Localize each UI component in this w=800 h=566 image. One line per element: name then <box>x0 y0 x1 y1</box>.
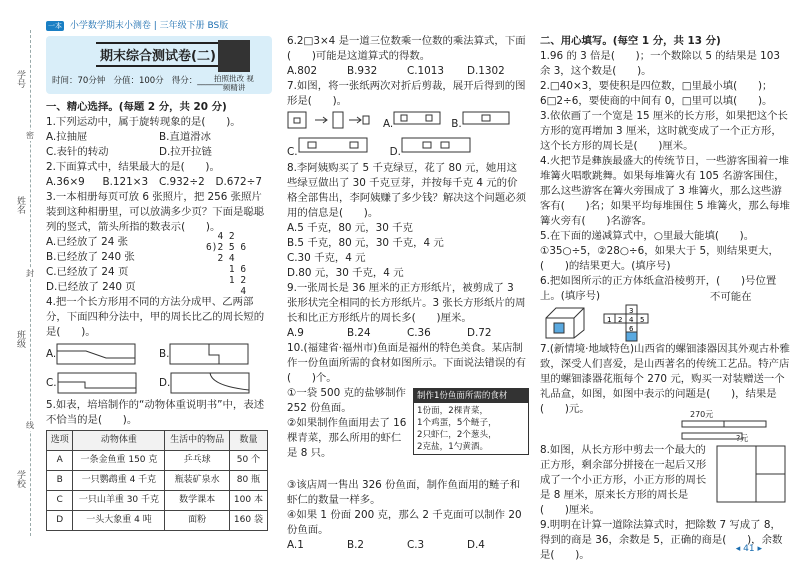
q10-option-b[interactable]: B.2 <box>347 539 365 551</box>
q6-cube-icon <box>544 306 588 340</box>
table-cell: 一条金鱼重 150 克 <box>73 451 165 471</box>
q5-stem: 5.如表，培培制作的“动物体重说明书”中，表述不恰当的是( )。 <box>46 399 265 426</box>
table-cell: D <box>47 511 73 531</box>
q6-options <box>287 64 527 79</box>
q1-options <box>46 130 272 160</box>
table-cell: C <box>47 491 73 511</box>
binding-dashed-line <box>30 30 31 536</box>
q3-division-line: 2 4 <box>206 253 235 264</box>
column-3 <box>540 34 790 566</box>
binding-cut-feng: 封 <box>26 269 34 278</box>
q7-label-c: C. <box>287 146 298 158</box>
fill-q2[interactable]: 2.□40×3，要使积是四位数，□里最小填( )；6□2÷6，要使商的中间有 0，□里可以填( )。 <box>540 80 773 107</box>
table-cell: B <box>47 471 73 491</box>
q3-body <box>46 231 272 297</box>
q10-recipe-line: 2克盐，1勺黄酒。 <box>417 442 489 452</box>
q3-option-c[interactable]: C.已经放了 24 页 <box>46 266 129 278</box>
q2-stem: 2.下面算式中，结果最大的是( )。 <box>46 161 220 173</box>
page-number-value: 41 <box>743 544 755 554</box>
page-header <box>46 18 272 32</box>
q8-option-d[interactable]: D.80 元，30 千克，4 元 <box>287 267 404 279</box>
q7-top-options <box>383 109 510 132</box>
qr-code-icon[interactable] <box>218 40 250 72</box>
q6-option-d[interactable]: D.1302 <box>467 65 505 77</box>
q4-option-c[interactable] <box>46 369 159 397</box>
q8-option-c[interactable]: C.30 千克，4 元 <box>287 252 366 264</box>
q1-stem: 1.下列运动中，属于旋转现象的是( )。 <box>46 116 241 128</box>
q10-stem: 10.(福建省·福州市)鱼面是福州的特色美食。某店制作一份鱼面所需的食材如图所示。下面说法错误的有( )个。 <box>287 342 526 384</box>
column-2 <box>287 34 527 566</box>
q5-table <box>46 430 268 531</box>
q4-figure-c <box>57 372 137 394</box>
fill-q1[interactable]: 1.96 的 3 倍是( )；一个数除以 5 的结果是 103 余 3，这个数是( )。 <box>540 50 780 77</box>
fill-q8-block <box>540 443 790 518</box>
net-number: 1 <box>607 316 612 324</box>
table-header: 数量 <box>229 431 267 451</box>
table-cell: 乒乓球 <box>165 451 229 471</box>
q7-label-d: D. <box>389 146 401 158</box>
q6-net-icon <box>602 304 672 342</box>
table-cell: 一只鹦鹉重 4 千克 <box>73 471 165 491</box>
q7-label-a: A. <box>383 118 394 130</box>
q10-item-1: ①一袋 500 克的盐够制作 252 份鱼面。 <box>287 387 406 414</box>
q7-option-c[interactable] <box>287 135 368 160</box>
section-1-heading: 一、精心选择。(每题 2 分，共 20 分) <box>46 101 227 113</box>
q10-options <box>287 538 527 553</box>
q10-item-3: ③该店周一售出 326 份鱼面，制作鱼面用的鲢子和虾仁的数量一样多。 <box>287 479 521 506</box>
q4-option-d[interactable] <box>159 369 272 397</box>
q4-figure-b <box>169 343 249 365</box>
binding-cut-mi: 密 <box>26 131 34 140</box>
table-header: 生活中的物品 <box>165 431 229 451</box>
fill-q7[interactable]: 7.(新情境·地域特色)山西省的螺钿漆器因其外观古朴雅致，深受人们喜爱，是山西著名的传统工艺品。特产店里的螺钿漆器花瓶每个 270 元，购买一对装赠送一个礼品盒，如图，如图中表示的问题是( )，结果是( )元。 <box>540 343 790 415</box>
table-cell: A <box>47 451 73 471</box>
q4-option-a[interactable] <box>46 340 159 368</box>
q7-paper-figure <box>287 111 371 129</box>
q7-figure-d <box>401 135 471 155</box>
q3-division-line: 1 2 <box>206 275 247 286</box>
fill-q5[interactable]: 5.在下面的递减算式中，○里最大能填( )。 ①35○÷5，②28○÷6，如果大于 5，则结果更大，( )的结果更大。(填序号) <box>540 230 779 272</box>
table-row[interactable] <box>47 511 268 531</box>
q9-options <box>287 326 527 341</box>
q9-option-d[interactable]: D.72 <box>467 327 492 339</box>
net-number: 4 <box>629 316 634 324</box>
q3-division-line: 4 2 <box>206 231 235 242</box>
table-cell: 80 瓶 <box>229 471 267 491</box>
q6-option-c[interactable]: C.1013 <box>407 65 445 77</box>
q1-option-d[interactable]: D.拉开拉链 <box>159 146 212 158</box>
q7-bottom-options <box>287 135 471 160</box>
q10-option-d[interactable]: D.4 <box>467 539 485 551</box>
q10-recipe-line: 2只虾仁，2个葱头， <box>417 430 497 440</box>
q2-option-d[interactable]: D.672÷7 <box>215 176 262 188</box>
table-cell: 一只山羊重 30 千克 <box>73 491 165 511</box>
exam-meta <box>52 74 223 86</box>
q4-label-b: B. <box>159 347 170 360</box>
table-row[interactable] <box>47 471 268 491</box>
net-number: 2 <box>618 316 623 324</box>
q2-option-a[interactable]: A.36×9 <box>46 176 85 188</box>
q1-option-a[interactable]: A.拉抽屉 <box>46 131 88 143</box>
q10-items-left <box>287 386 409 461</box>
q3-option-d[interactable]: D.已经放了 240 页 <box>46 281 136 293</box>
fill-q3[interactable]: 3.依依画了一个宽是 15 厘米的长方形，如果把这个长方形的宽再增加 3 厘米，这时就变成了一个正方形，这个长方形的周长是( )厘米。 <box>540 110 788 152</box>
q6-tail-text: 不可能在 <box>710 291 752 303</box>
q6-option-a[interactable]: A.802 <box>287 65 318 77</box>
q9-option-c[interactable]: C.36 <box>407 327 431 339</box>
header-text: 小学数学期末小测卷 | 三年级下册 BS版 <box>69 21 229 31</box>
title-box <box>46 36 272 94</box>
qr-label: 拍照批改 视频精讲 <box>214 74 254 92</box>
binding-label-student-id: 学号 <box>15 70 25 88</box>
q9-option-a[interactable]: A.9 <box>287 327 304 339</box>
binding-label-school: 学校 <box>15 470 25 488</box>
fill-q4[interactable]: 4.火把节是彝族最盛大的传统节日，一些游客围着一堆堆篝火唱歌跳舞。如果每堆篝火有 105 名游客围住，那么这些游客在篝火旁围成了 3 堆篝火，那么这些游客有( )名；如果平均每堆围住 5 堆篝火，那么每堆篝火旁有( )名游客。 <box>540 155 790 227</box>
q3-division-line: 6)2 5 6 <box>206 242 247 253</box>
binding-cut-xian: 线 <box>26 421 34 430</box>
exam-result[interactable]: 得分：______ <box>171 76 223 86</box>
q8-stem: 8.李阿姨购买了 5 千克绿豆，花了 80 元，她用这些绿豆做出了 30 千克豆芽，并按每千克 4 元的价格全部售出，李阿姨赚了多少钱？解决这个问题必须用的信息是( )。 <box>287 162 526 219</box>
q7-figure-c <box>298 135 368 155</box>
q8-rectangle-figure <box>716 445 786 503</box>
q4-figures <box>46 340 272 398</box>
q10-recipe-box <box>413 388 529 455</box>
q8-option-a[interactable]: A.5 千克，80 元，30 千克 <box>287 222 413 234</box>
q10-item-4: ④如果 1 份面 200 克，那么 2 千克面可以制作 20 份鱼面。 <box>287 509 522 536</box>
q3-option-b[interactable]: B.已经放了 240 张 <box>46 251 135 263</box>
q3-division-line: 4 <box>206 286 247 297</box>
fill-q6-figures <box>540 291 790 342</box>
q4-figure-d <box>170 372 250 394</box>
q7-option-b[interactable] <box>451 109 509 132</box>
q6-stem: 6.2□3×4 是一道三位数乘一位数的乘法算式，下面( )可能是这道算式的得数。 <box>287 35 526 62</box>
table-cell: 100 本 <box>229 491 267 511</box>
exam-time: 时间：70分钟 <box>52 76 106 86</box>
fill-q8[interactable]: 8.如图，从长方形中剪去一个最大的正方形，剩余部分拼接在一起后又形成了一个小正方形，小正方形的周长是 8 厘米，原来长方形的周长是( )厘米。 <box>540 444 707 516</box>
binding-label-name: 姓名 <box>15 196 25 214</box>
q4-option-b[interactable] <box>159 340 272 368</box>
page-number: ◂ 41 ▸ <box>735 544 762 554</box>
table-cell: 160 袋 <box>229 511 267 531</box>
q3-long-division <box>206 231 246 297</box>
fill-q7-figure <box>540 410 790 443</box>
q4-label-c: C. <box>46 376 57 389</box>
q3-option-a[interactable]: A.已经放了 24 张 <box>46 236 129 248</box>
q10-body <box>287 386 527 506</box>
q7-price-label: 270元 <box>690 410 714 419</box>
q3-division-line: 1 6 <box>206 264 247 275</box>
q7-figures <box>287 109 527 161</box>
q10-recipe-line: 1份面，2棵青菜， <box>417 406 489 416</box>
column-1 <box>46 100 272 566</box>
table-header: 选项 <box>47 431 73 451</box>
q4-stem: 4.把一个长方形用不同的方法分成甲、乙两部分，下面四种分法中，甲的周长比乙的周长短的是( )。 <box>46 296 265 338</box>
q2-option-b[interactable]: B.121×3 <box>102 176 149 188</box>
q7-figure-a <box>393 109 441 127</box>
q10-option-a[interactable]: A.1 <box>287 539 304 551</box>
q4-figure-a <box>56 343 136 365</box>
q7-stem: 7.如图，将一张纸两次对折后剪裁，展开后得到的图形是( )。 <box>287 80 526 107</box>
q7-option-d[interactable] <box>390 135 471 160</box>
header-tag: 一本 <box>48 22 62 30</box>
q8-option-b[interactable]: B.5 千克，80 元，30 千克，4 元 <box>287 237 444 249</box>
q10-item-2: ②如果制作鱼面用去了 16 棵青菜，那么所用的虾仁是 8 只。 <box>287 417 407 459</box>
fill-q9[interactable]: 9.明明在计算一道除法算式时，把除数 7 写成了 8，得到的商是 36，余数是 5，正确的商是( )，余数是( )。 <box>540 519 783 561</box>
q3-stem: 3.一本相册每页可放 6 张照片，把 256 张照片装到这种相册里，可以放满多少页？下面是聪聪列的竖式，箭头所指的数表示( )。 <box>46 191 265 233</box>
q2-options <box>46 175 272 190</box>
net-number: 3 <box>629 307 634 315</box>
q2-option-c[interactable]: C.932÷2 <box>159 176 205 188</box>
net-number: 6 <box>629 325 634 333</box>
table-header-row <box>47 431 268 451</box>
q4-label-d: D. <box>159 376 171 389</box>
q1-option-c[interactable]: C.表针的转动 <box>46 146 109 158</box>
binding-margin <box>0 0 40 566</box>
table-cell: 瓶装矿泉水 <box>165 471 229 491</box>
table-row[interactable] <box>47 491 268 511</box>
exam-score: 分值：100分 <box>113 76 164 86</box>
q7-figure-b <box>462 109 510 127</box>
net-number: 5 <box>640 316 645 324</box>
q10-option-c[interactable]: C.3 <box>407 539 425 551</box>
q6-option-b[interactable]: B.932 <box>347 65 378 77</box>
binding-label-class: 班级 <box>15 330 25 348</box>
section-2-heading: 二、用心填写。(每空 1 分，共 13 分) <box>540 35 721 47</box>
table-cell: 数学课本 <box>165 491 229 511</box>
q1-option-b[interactable]: B.直道滑冰 <box>159 131 211 143</box>
q7-label-b: B. <box>451 118 462 130</box>
q9-stem: 9.一张周长是 36 厘米的正方形纸片，被剪成了 3 张形状完全相同的长方形纸片。3 张长方形纸片的周长和比正方形纸片的周长多( )厘米。 <box>287 282 526 324</box>
table-header: 动物体重 <box>73 431 165 451</box>
table-cell: 面粉 <box>165 511 229 531</box>
page-title: 期末综合测试卷(二) <box>96 42 220 67</box>
q3-options <box>46 235 186 295</box>
q9-option-b[interactable]: B.24 <box>347 327 371 339</box>
q10-recipe-line: 1个鸡蛋，5个鲢子， <box>417 418 497 428</box>
q7-option-a[interactable] <box>383 109 441 132</box>
q4-label-a: A. <box>46 347 57 360</box>
table-cell: 50 个 <box>229 451 267 471</box>
q10-recipe-heading: 制作1份鱼面所需的食材 <box>414 389 528 403</box>
fill-q6[interactable]: 6.把如图所示的正方体纸盒沿棱剪开，( )号位置上。(填序号) <box>540 275 777 302</box>
q7-unknown-label: ?元 <box>736 434 749 443</box>
table-row[interactable] <box>47 451 268 471</box>
table-cell: 一头大象重 4 吨 <box>73 511 165 531</box>
